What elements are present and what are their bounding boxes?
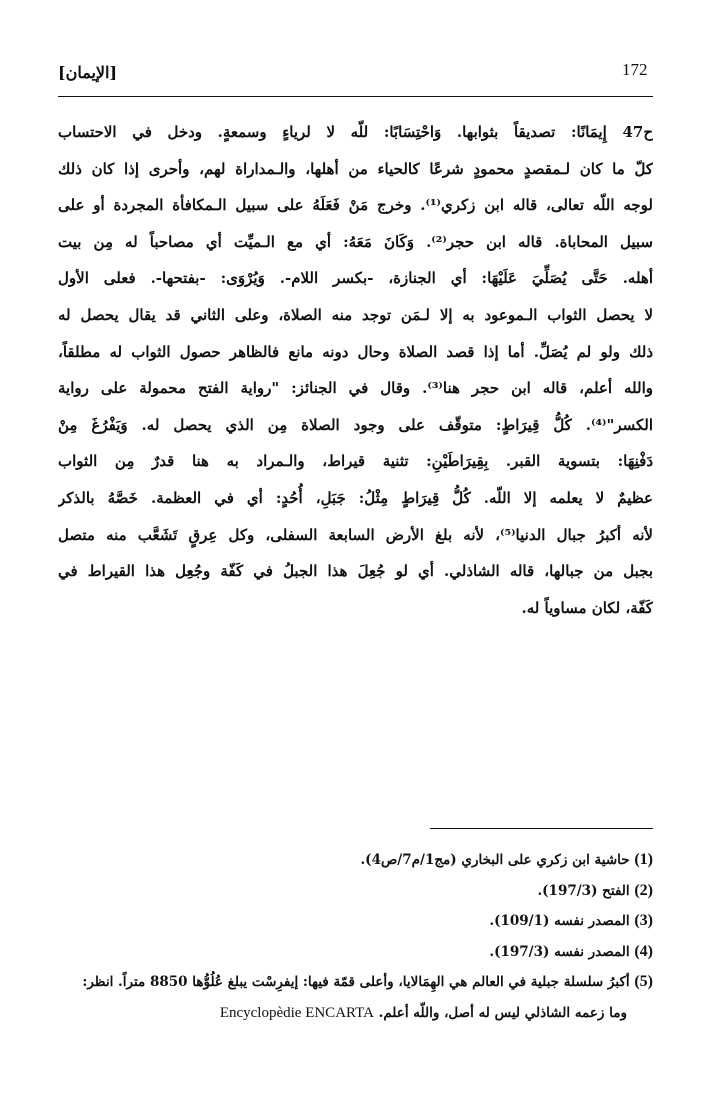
text-line: سبيل المحاباة. قاله ابن حجر⁽²⁾. وَكَانَ مَعَهُ: أي مع الـميِّت أي مصاحباً له مِن بيت bbox=[58, 232, 653, 251]
text-line: الكسر"⁽⁴⁾. كُلُّ قِيرَاطٍ: متوقّف على وجود الصلاة مِن الذي يحصل له. وَيَفْرُغَ مِنْ bbox=[58, 415, 653, 434]
text-line: ذلك ولو لم يُصَلِّ. أما إذا قصد الصلاة وحال دونه مانع فالظاهر حصول الثواب له مطلقاً، bbox=[58, 342, 653, 361]
page-number: 172 bbox=[622, 60, 648, 79]
footnote-5 bbox=[58, 967, 653, 998]
text-line: كَفّة، لكان مساوياً له. bbox=[521, 598, 653, 617]
text-line: كلّ ما كان لـمقصدٍ محمودٍ شرعًا كالحياء من أهلها، والـمداراة لهم، وأحرى إذا كان ذلك bbox=[58, 159, 653, 178]
footnote-number: (5) bbox=[634, 973, 653, 990]
footnote-latin-source: Encyclopèdie ENCARTA bbox=[219, 1004, 374, 1021]
text-line: بجبل من جبالها، قاله الشاذلي. أي لو جُعِلَ هذا الجبلُ في كَفّة وجُعِل هذا القيراط في bbox=[58, 562, 653, 581]
text-line: لوجه اللّه تعالى، قاله ابن زكري⁽¹⁾. وخرج مَنْ فَعَلَهُ على سبيل الـمكافأة المجردة أو على bbox=[58, 196, 653, 215]
footnote-text: المصدر نفسه (197/3). bbox=[489, 943, 630, 960]
text-line: أهله. حَتَّى يُصَلِّيَ عَلَيْهَا: أي الجنازة، -بكسر اللام-. وَيُرْوَى: -بفتحها-. فعلى الأول bbox=[58, 269, 653, 288]
footnote-text: حاشية ابن زكري على البخاري (مج1/م7/ص4). bbox=[360, 852, 630, 868]
footnote-number: (4) bbox=[634, 942, 653, 960]
footnote-2 bbox=[58, 876, 653, 907]
footnote-number: (1) bbox=[634, 851, 653, 868]
footnote-text: أكبرُ سلسلة جبلية في العالم هي الهِمَالايا، وأعلى قمّة فيها: إيفرِسْت يبلغ عُلُوُّها 8850 متراً. انظر: bbox=[82, 974, 630, 990]
text-line: ح47 إِيمَانًا: تصديقاً بثوابها. وَاحْتِسَابًا: للّه لا لرياءٍ وسمعةٍ. ودخل في الاحتساب bbox=[58, 123, 653, 141]
footnote-5-continuation bbox=[58, 998, 653, 1029]
text-line: عظيمٌ لا يعلمه إلا اللّه. كُلُّ قِيرَاطٍ مِثْلُ: جَبَلِ، أُحُدٍ: أي في العظمة. خَصَّهُ بالذكر bbox=[58, 488, 653, 507]
footnote-number: (2) bbox=[634, 881, 653, 899]
footnote-number: (3) bbox=[634, 912, 653, 929]
main-text bbox=[58, 114, 653, 626]
footnote-divider bbox=[430, 828, 653, 829]
header-divider bbox=[58, 96, 653, 97]
footnote-text: الفتح (197/3). bbox=[537, 882, 630, 899]
text-line: لا يحصل الثواب الـموعود به إلا لـمَن توجد منه الصلاة، وعلى الثاني قد يقال يحصل له bbox=[58, 305, 653, 324]
footnotes bbox=[58, 845, 653, 1028]
text-line: لأنه أكبرُ جبال الدنيا⁽⁵⁾، لأنه بلغ الأرض السابعة السفلى، وكل عِرقٍ تَشَعَّب منه متصل bbox=[58, 525, 653, 544]
section-title: [الإيمان] bbox=[58, 63, 118, 82]
footnote-1 bbox=[58, 845, 653, 876]
footnote-4 bbox=[58, 937, 653, 968]
footnote-3 bbox=[58, 906, 653, 937]
text-line: والله أعلم، قاله ابن حجر هنا⁽³⁾. وقال في الجنائز: "رواية الفتح محمولة على رواية bbox=[58, 379, 653, 398]
footnote-text: المصدر نفسه (109/1). bbox=[489, 913, 630, 929]
text-line: دَفْنِهَا: بتسوية القبر. بِقِيرَاطَيْنِ: تثنية قيراط، والـمراد به هنا قدرٌ مِن الثواب bbox=[58, 452, 653, 471]
footnote-text: وما زعمه الشاذلي ليس له أصل، واللّه أعلم. bbox=[378, 1004, 627, 1021]
